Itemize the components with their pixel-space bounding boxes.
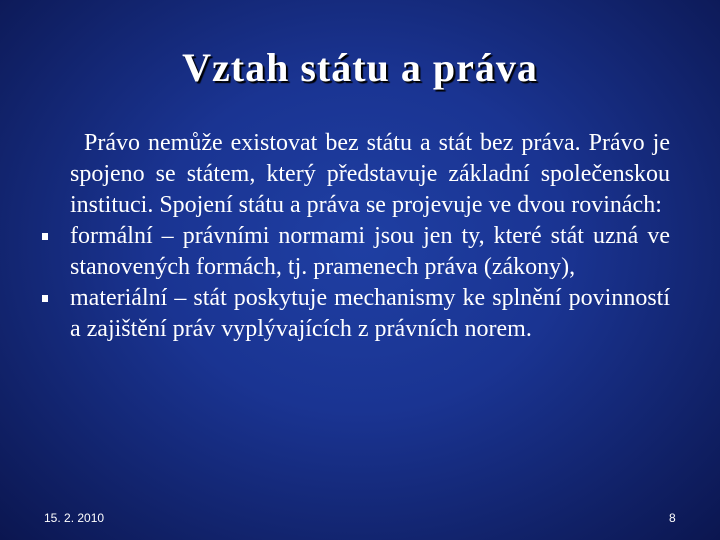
- slide-title: Vztah státu a práva: [182, 45, 538, 90]
- footer-date: 15. 2. 2010: [44, 511, 105, 525]
- bullet-text-material: materiální – stát poskytuje mechanismy ke splnění povinností a zajištění práv vyplývajících z právních norem.: [70, 285, 670, 342]
- bullet-text-formal: formální – právními normami jsou jen ty, které stát uzná ve stanovených formách, tj. pramenech práva (zákony),: [70, 223, 670, 280]
- square-bullet-icon: [42, 295, 48, 302]
- bullet-item-formal: [40, 221, 670, 283]
- intro-paragraph: Právo nemůže existovat bez státu a stát bez práva. Právo je spojeno se státem, který představuje základní společenskou instituci. Spojení státu a práva se projevuje ve dvou rovinách:: [70, 130, 670, 218]
- slide-body: [40, 128, 670, 345]
- square-bullet-icon: [42, 233, 48, 240]
- bullet-item-material: [40, 283, 670, 345]
- page-number: 8: [669, 511, 676, 525]
